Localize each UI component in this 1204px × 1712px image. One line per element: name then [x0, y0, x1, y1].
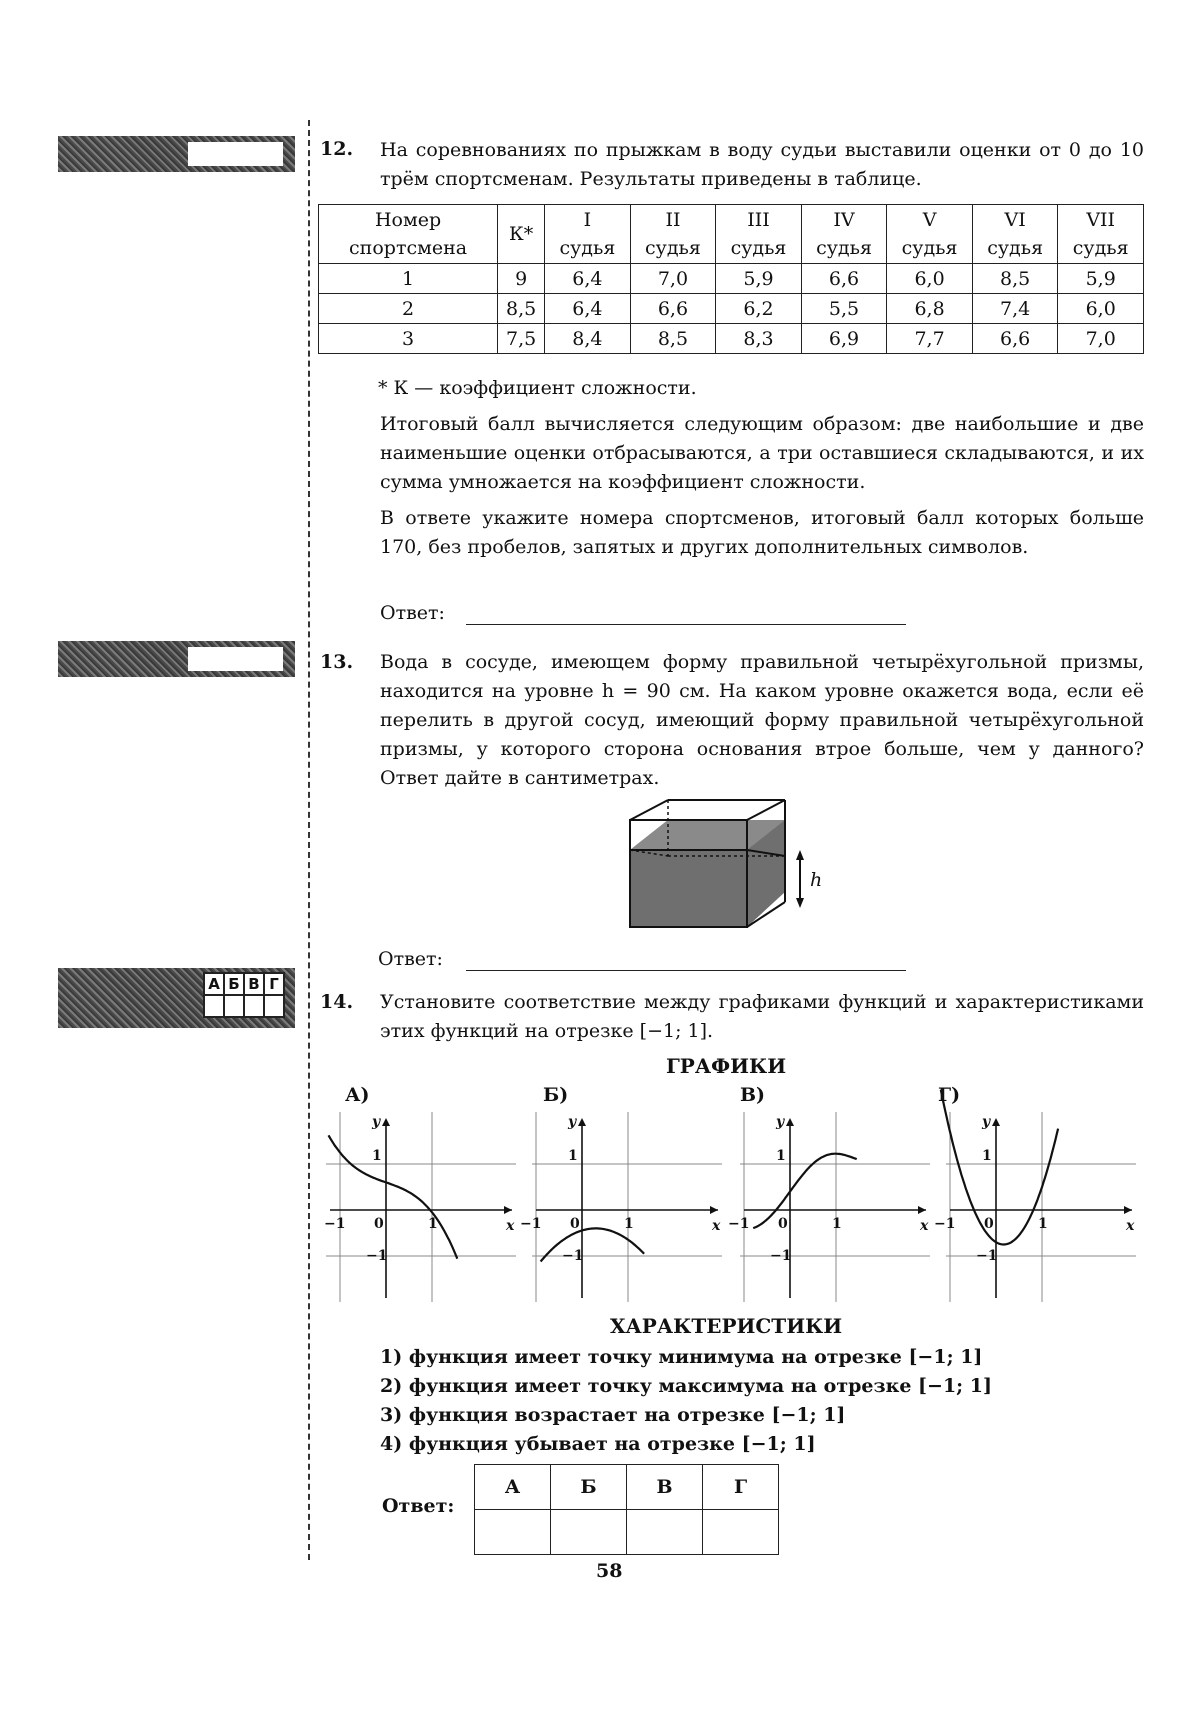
h-label: h [810, 869, 823, 891]
table-header-cell: V судья [887, 205, 973, 264]
table-header-cell: III судья [716, 205, 802, 264]
axis-label: 1 [624, 1216, 634, 1232]
function-curve [541, 1228, 645, 1261]
question-number-13: 13. [320, 651, 354, 673]
table-cell: 7,7 [887, 324, 973, 354]
question-text-13: Вода в сосуде, имеющем форму правильной четырёхугольной призмы, находится на уровне h = 90 см. На каком уровне окажется вода, если её перелить в другой сосуд, имеющий форму правильной четырёхугольной призмы, у которого сторона основания втрое больше, чем у данного? Ответ дайте в сантиметрах. [380, 651, 1144, 789]
question-text-12: На соревнованиях по прыжкам в воду судьи выставили оценки от 0 до 10 трём спортсменам. Результаты приведены в таблице. [380, 139, 1144, 190]
axis-label: 0 [570, 1216, 580, 1232]
answer-grid-14[interactable]: А Б В Г [203, 972, 285, 1018]
axis-label: −1 [934, 1216, 956, 1232]
y-arrow [578, 1118, 586, 1126]
answer-label-13: Ответ: [378, 948, 443, 970]
characteristic-1: 1) функция имеет точку минимума на отрезке [−1; 1] [380, 1346, 983, 1368]
answer-cell-b[interactable] [551, 1510, 627, 1555]
table-cell: 6,6 [801, 264, 887, 294]
answer-col-a: А [475, 1465, 551, 1510]
characteristic-3: 3) функция возрастает на отрезке [−1; 1] [380, 1404, 846, 1426]
table-cell: 8,4 [545, 324, 631, 354]
table-cell: 6,6 [630, 294, 716, 324]
axis-label: 1 [982, 1148, 992, 1164]
table-row [319, 264, 1144, 294]
axis-label: −1 [976, 1248, 998, 1264]
table-cell: 1 [319, 264, 498, 294]
table-header-cell: Номер спортсмена [319, 205, 498, 264]
axis-label: x [712, 1218, 721, 1234]
answer-box-12 [58, 136, 295, 172]
answer-box-13 [58, 641, 295, 677]
graph-label-a: А) [345, 1084, 370, 1106]
table-cell: 6,2 [716, 294, 802, 324]
answer-cell-g[interactable] [703, 1510, 779, 1555]
table-cell: 3 [319, 324, 498, 354]
table-cell: 6,6 [972, 324, 1058, 354]
cut-line [308, 120, 310, 1560]
table-header-cell: К* [498, 205, 545, 264]
answer-col-g: Г [703, 1465, 779, 1510]
instruction-12: В ответе укажите номера спортсменов, итоговый балл которых больше 170, без пробелов, запятых и других дополнительных символов. [380, 507, 1144, 558]
x-arrow [918, 1206, 926, 1214]
table-cell: 6,4 [545, 294, 631, 324]
graph-g [934, 1112, 1136, 1302]
graph-label-b: Б) [543, 1084, 569, 1106]
question-text-14: Установите соответствие между графиками функций и характеристиками этих функций на отрезке [−1; 1]. [380, 991, 1144, 1042]
table-cell: 6,0 [887, 264, 973, 294]
prism-figure [620, 790, 840, 940]
question-number-14: 14. [320, 991, 354, 1013]
answer-col-v: В [627, 1465, 703, 1510]
characteristics-heading: ХАРАКТЕРИСТИКИ [610, 1314, 843, 1338]
table-cell: 8,5 [972, 264, 1058, 294]
table-cell: 6,4 [545, 264, 631, 294]
y-arrow [786, 1118, 794, 1126]
page-number: 58 [596, 1560, 623, 1582]
axis-label: 1 [428, 1216, 438, 1232]
axis-label: 0 [374, 1216, 384, 1232]
table-header-cell: VII судья [1058, 205, 1144, 264]
axis-label: 1 [1038, 1216, 1048, 1232]
axis-label: −1 [324, 1216, 346, 1232]
axis-label: 1 [832, 1216, 842, 1232]
axis-label: 1 [568, 1148, 578, 1164]
graph-v [728, 1112, 930, 1302]
answer-label-14: Ответ: [382, 1495, 455, 1517]
function-curve [329, 1135, 458, 1258]
table-cell: 6,9 [801, 324, 887, 354]
table-header-cell: I судья [545, 205, 631, 264]
table-row [319, 324, 1144, 354]
axis-label: y [568, 1114, 577, 1130]
y-arrow [382, 1118, 390, 1126]
table-header-cell: IV судья [801, 205, 887, 264]
answer-cell-a[interactable] [475, 1510, 551, 1555]
footnote: * К — коэффициент сложности. [378, 377, 697, 399]
answer-line-13[interactable] [466, 970, 906, 971]
axis-label: x [1126, 1218, 1135, 1234]
answer-table-14 [474, 1464, 779, 1555]
table-cell: 8,3 [716, 324, 802, 354]
axis-label: y [776, 1114, 785, 1130]
table-cell: 7,4 [972, 294, 1058, 324]
axis-label: y [372, 1114, 381, 1130]
axis-label: x [506, 1218, 515, 1234]
table-cell: 7,0 [1058, 324, 1144, 354]
answer-field-12[interactable] [188, 142, 283, 166]
x-arrow [710, 1206, 718, 1214]
axis-label: −1 [770, 1248, 792, 1264]
scoring-rule: Итоговый балл вычисляется следующим образом: две наибольшие и две наименьшие оценки отбрасываются, а три оставшиеся складываются, и их сумма умножается на коэффициент сложности. [380, 413, 1144, 493]
table-cell: 6,0 [1058, 294, 1144, 324]
axis-label: −1 [520, 1216, 542, 1232]
answer-field-13[interactable] [188, 647, 283, 671]
answer-cell-v[interactable] [627, 1510, 703, 1555]
graphs-heading: ГРАФИКИ [666, 1054, 787, 1078]
graph-a [326, 1112, 516, 1302]
x-arrow [504, 1206, 512, 1214]
y-arrow [992, 1118, 1000, 1126]
answer-label-12: Ответ: [380, 602, 445, 624]
table-cell: 5,9 [716, 264, 802, 294]
axis-label: −1 [562, 1248, 584, 1264]
table-cell: 8,5 [498, 294, 545, 324]
question-number-12: 12. [320, 138, 354, 160]
characteristic-4: 4) функция убывает на отрезке [−1; 1] [380, 1433, 816, 1455]
answer-box-14 [58, 968, 295, 1028]
axis-label: x [920, 1218, 929, 1234]
axis-label: 0 [984, 1216, 994, 1232]
axis-label: 1 [372, 1148, 382, 1164]
table-row [319, 294, 1144, 324]
characteristic-2: 2) функция имеет точку максимума на отрезке [−1; 1] [380, 1375, 993, 1397]
table-cell: 5,5 [801, 294, 887, 324]
answer-col-b: Б [551, 1465, 627, 1510]
axis-label: 1 [776, 1148, 786, 1164]
x-arrow [1124, 1206, 1132, 1214]
table-cell: 7,5 [498, 324, 545, 354]
graph-label-g: Г) [938, 1084, 961, 1106]
table-header-cell: VI судья [972, 205, 1058, 264]
graph-b [520, 1112, 722, 1302]
table-cell: 6,8 [887, 294, 973, 324]
axis-label: 0 [778, 1216, 788, 1232]
results-table [318, 204, 1144, 354]
table-cell: 7,0 [630, 264, 716, 294]
table-cell: 9 [498, 264, 545, 294]
table-cell: 5,9 [1058, 264, 1144, 294]
answer-line-12[interactable] [466, 624, 906, 625]
axis-label: y [982, 1114, 991, 1130]
table-cell: 8,5 [630, 324, 716, 354]
graph-label-v: В) [740, 1084, 766, 1106]
table-header-cell: II судья [630, 205, 716, 264]
axis-label: −1 [366, 1248, 388, 1264]
axis-label: −1 [728, 1216, 750, 1232]
table-cell: 2 [319, 294, 498, 324]
